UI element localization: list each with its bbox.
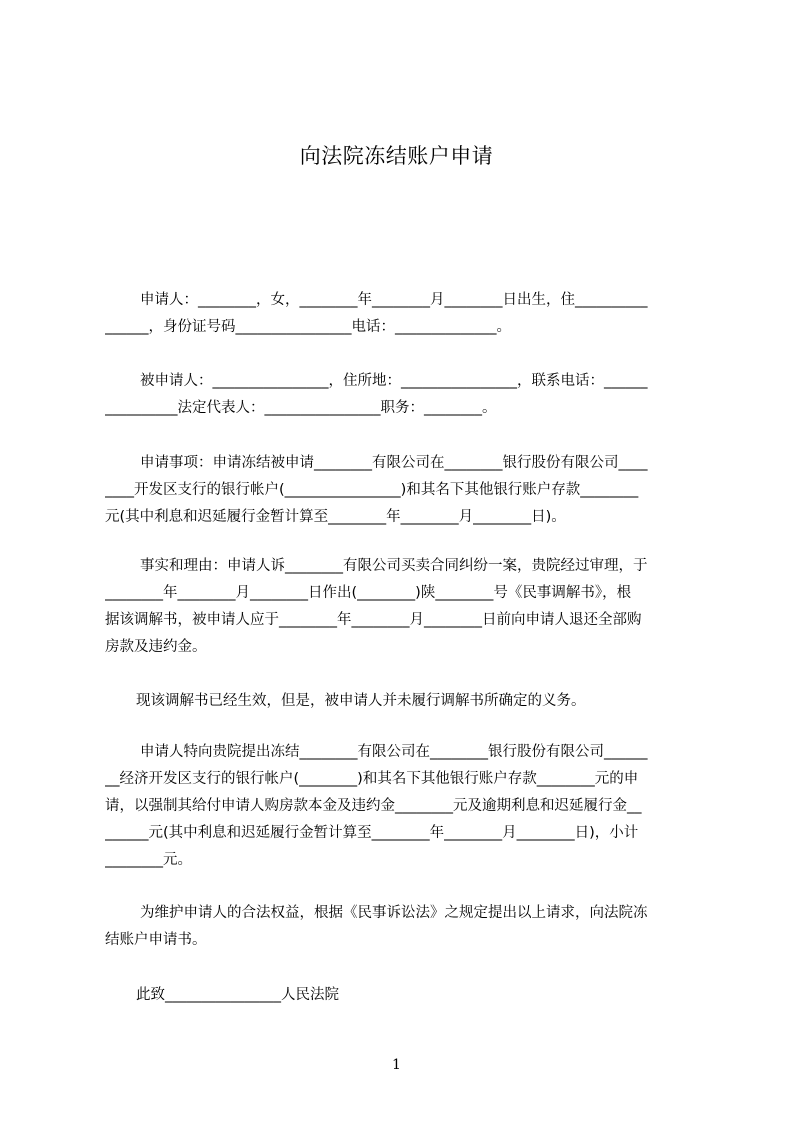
- text-line: 申请人特向贵院提出冻结________有限公司在________银行股份有限公司______: [140, 744, 648, 760]
- text-line: 被申请人：________________，住所地：________________，联系电话：______: [140, 373, 648, 389]
- paragraph-closing: [105, 900, 701, 954]
- paragraph-applicant: [105, 287, 701, 341]
- paragraph-effective: [105, 688, 701, 715]
- text-line: 为维护申请人的合法权益，根据《民事诉讼法》之规定提出以上请求，向法院冻: [140, 905, 648, 921]
- text-line: 此致________________人民法院: [136, 987, 339, 1003]
- text-line: ________元。: [105, 852, 192, 868]
- text-line: ______元(其中利息和迟延履行金暂计算至________年________月________日)，小计: [105, 825, 639, 841]
- paragraph-request: [105, 450, 701, 531]
- paragraph-petition: [105, 739, 701, 874]
- text-line: 事实和理由：申请人诉________有限公司买卖合同纠纷一案，贵院经过审理，于: [140, 558, 648, 574]
- text-line: 元(其中利息和迟延履行金暂计算至________年________月________日)。: [105, 509, 566, 525]
- text-line: 房款及违约金。: [105, 639, 207, 655]
- text-line: ________年________月________日作出(________)陕________号《民事调解书》，根: [105, 585, 632, 601]
- text-line: 申请事项：申请冻结被申请________有限公司在________银行股份有限公司____: [140, 455, 648, 471]
- text-line: 请，以强制其给付申请人购房款本金及违约金________元及逾期利息和迟延履行金__: [105, 798, 642, 814]
- text-line: 结账户申请书。: [105, 932, 207, 948]
- text-line: __________法定代表人：________________职务：________。: [105, 400, 497, 416]
- page-number: 1: [392, 1057, 401, 1073]
- text-line: ____开发区支行的银行帐户(________________)和其名下其他银行账户存款________: [105, 482, 639, 498]
- paragraph-respondent: [105, 368, 701, 422]
- paragraph-facts: [105, 553, 701, 661]
- text-line: 据该调解书，被申请人应于________年________月________日前向申请人退还全部购: [105, 612, 642, 628]
- document-title: 向法院冻结账户申请: [299, 144, 494, 168]
- text-line: 申请人：________，女，________年________月________日出生，住__________: [140, 292, 648, 308]
- text-line: __经济开发区支行的银行帐户(________)和其名下其他银行账户存款________元的申: [105, 771, 639, 787]
- paragraph-salutation: [105, 982, 701, 1009]
- text-line: ______，身份证号码________________电话：______________。: [105, 319, 511, 335]
- text-line: 现该调解书已经生效，但是，被申请人并未履行调解书所确定的义务。: [136, 693, 586, 709]
